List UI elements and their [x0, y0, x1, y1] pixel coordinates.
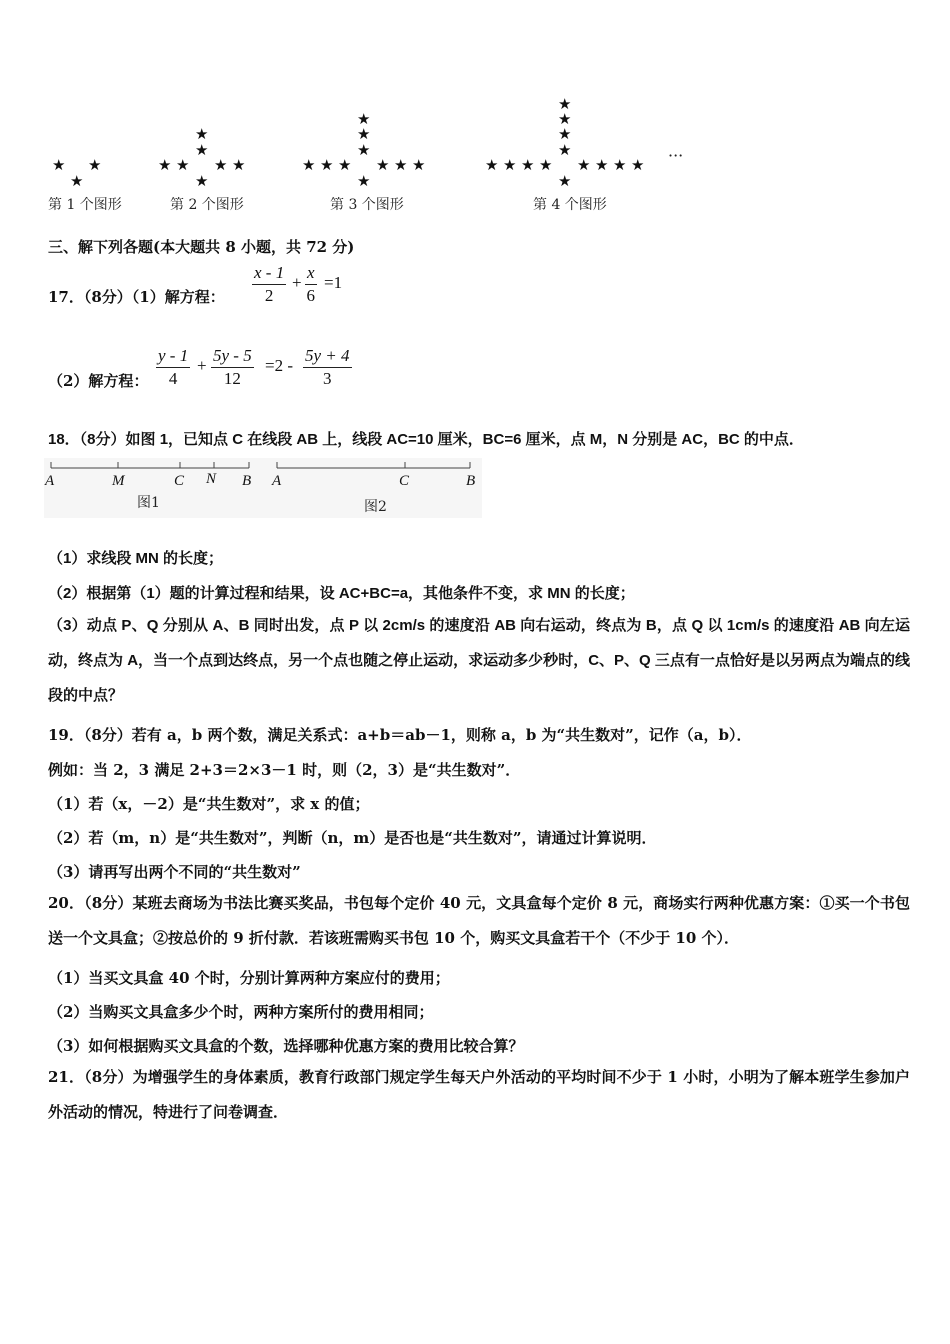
numerator: y - 1 [156, 345, 190, 368]
figure-caption-4: 第 4 个图形 [533, 197, 607, 213]
q20-sub1: （1）当买文具盒 40 个时，分别计算两种方案应付的费用； [48, 969, 450, 987]
fraction [252, 262, 286, 307]
point-label-m: M [112, 473, 125, 489]
fraction [156, 345, 190, 390]
star: ★ [52, 156, 66, 174]
star: ★ [357, 141, 371, 159]
q18-sub1: （1）求线段 MN 的长度； [48, 550, 224, 567]
point-label-a: A [272, 473, 282, 489]
star: ★ [394, 156, 408, 174]
q18-stem: 18．（8分）如图 1，已知点 C 在线段 AB 上，线段 AC=10 厘米，BC=6 厘米，点 M，N 分别是 AC，BC 的中点． [48, 431, 804, 448]
star: ★ [631, 156, 645, 174]
star-pattern-figures [0, 90, 950, 220]
denominator: 6 [306, 286, 316, 305]
star: ★ [376, 156, 390, 174]
q18-sub3: （3）动点 P、Q 分别从 A、B 同时出发，点 P 以 2cm/s 的速度沿 AB 向右运动，终点为 B，点 Q 以 1cm/s 的速度沿 AB 向左运动，终点为 A，当一个点到达终点，另一个点也随之停止运动，求运动多少秒时，C、P、Q 三点有一点恰好是以另两点为端点的线段的中点？ [48, 617, 910, 704]
numerator: 5y - 5 [211, 345, 254, 368]
star: ★ [558, 125, 572, 143]
star: ★ [613, 156, 627, 174]
star: ★ [558, 172, 572, 190]
star: ★ [338, 156, 352, 174]
q20-sub3: （3）如何根据购买文具盒的个数，选择哪种优惠方案的费用比较合算？ [48, 1037, 524, 1055]
star: ★ [558, 110, 572, 128]
star: ★ [88, 156, 102, 174]
figure-caption-fig2: 图2 [364, 499, 387, 515]
point-label-b: B [466, 473, 476, 489]
star: ★ [357, 172, 371, 190]
star: ★ [539, 156, 553, 174]
star: ★ [595, 156, 609, 174]
denominator: 2 [264, 286, 274, 305]
numerator: 5y + 4 [303, 345, 352, 368]
star: ★ [558, 95, 572, 113]
plus-sign: + [197, 356, 207, 375]
star: ★ [176, 156, 190, 174]
q19-stem: 19．（8分）若有 a，b 两个数，满足关系式：a+b＝ab－1，则称 a，b 为“共生数对”，记作（a，b）． [48, 726, 752, 744]
equation-middle: =2 - [265, 356, 293, 375]
star: ★ [195, 141, 209, 159]
point-label-n: N [206, 471, 217, 487]
star: ★ [503, 156, 517, 174]
fraction [305, 262, 317, 307]
segment-diagram-2 [272, 458, 482, 482]
star: ★ [558, 141, 572, 159]
figure-caption-3: 第 3 个图形 [330, 197, 404, 213]
star: ★ [577, 156, 591, 174]
numerator: x - 1 [252, 262, 286, 285]
star: ★ [357, 110, 371, 128]
q19-sub1: （1）若（x，－2）是“共生数对”，求 x 的值； [48, 795, 370, 813]
star: ★ [195, 172, 209, 190]
figure-caption-1: 第 1 个图形 [48, 197, 122, 213]
star: ★ [214, 156, 228, 174]
equation-rhs: =1 [324, 273, 343, 292]
q19-sub2: （2）若（m，n）是“共生数对”，判断（n，m）是否也是“共生数对”，请通过计算说明． [48, 829, 657, 847]
star: ★ [521, 156, 535, 174]
q17-part2-prefix: （2）解方程： [48, 372, 149, 390]
section-heading: 三、解下列各题(本大题共 8 小题，共 72 分) [48, 238, 355, 256]
point-label-a: A [45, 473, 55, 489]
q20-stem: 20．（8分）某班去商场为书法比赛买奖品，书包每个定价 40 元，文具盒每个定价 8 元，商场实行两种优惠方案：①买一个书包送一个文具盒；②按总价的 9 折付款．若该班需购买书包 10 个，购买文具盒若干个（不少于 10 个）． [48, 894, 910, 947]
q19-sub3: （3）请再写出两个不同的“共生数对” [48, 863, 301, 881]
segment-diagram-1 [44, 458, 274, 482]
q18-sub2: （2）根据第（1）题的计算过程和结果，设 AC+BC=a，其他条件不变，求 MN 的长度； [48, 585, 635, 602]
denominator: 3 [323, 369, 332, 388]
figure-caption-fig1: 图1 [137, 495, 160, 511]
q21-stem: 21．（8分）为增强学生的身体素质，教育行政部门规定学生每天户外活动的平均时间不少于 1 小时，小明为了解本班学生参加户外活动的情况，特进行了问卷调查． [48, 1068, 910, 1121]
q18-figure-panel [44, 458, 482, 518]
star: ★ [485, 156, 499, 174]
numerator: x [305, 262, 317, 285]
figure-caption-2: 第 2 个图形 [170, 197, 244, 213]
point-label-c: C [399, 473, 410, 489]
q17-part1-prefix: 17．（8分）（1）解方程： [48, 288, 225, 306]
fraction [211, 345, 254, 390]
denominator: 4 [168, 369, 178, 388]
star: ★ [195, 125, 209, 143]
point-label-b: B [242, 473, 252, 489]
q20-sub2: （2）当购买文具盒多少个时，两种方案所付的费用相同； [48, 1003, 434, 1021]
star: ★ [412, 156, 426, 174]
star: ★ [320, 156, 334, 174]
star: ★ [302, 156, 316, 174]
fraction [303, 345, 352, 390]
star: ★ [357, 125, 371, 143]
star: ★ [158, 156, 172, 174]
denominator: 12 [223, 369, 241, 388]
point-label-c: C [174, 473, 185, 489]
star: ★ [232, 156, 246, 174]
ellipsis: ··· [668, 146, 684, 165]
q19-example: 例如：当 2，3 满足 2+3＝2×3－1 时，则（2，3）是“共生数对”． [48, 761, 521, 779]
star: ★ [70, 172, 84, 190]
plus-sign: + [292, 273, 302, 292]
